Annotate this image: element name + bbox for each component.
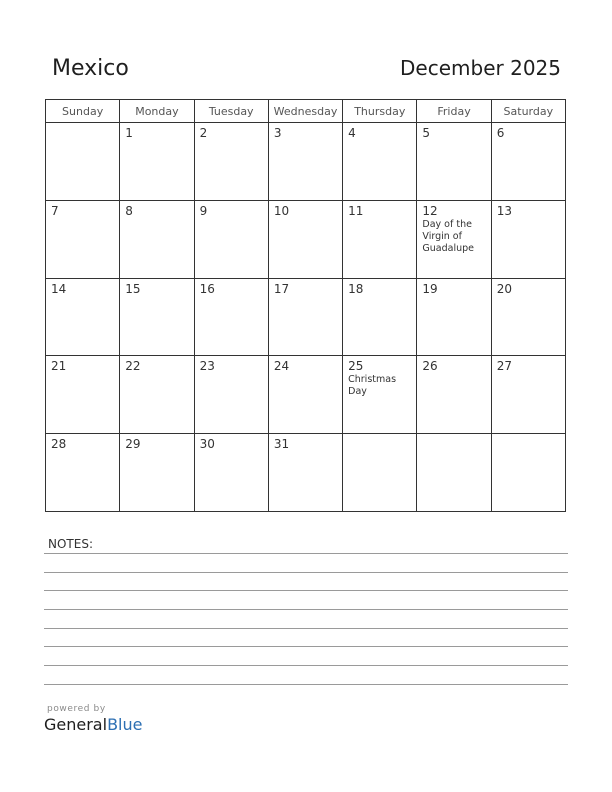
day-cell — [194, 123, 268, 201]
weekday-thursday: Thursday — [343, 100, 417, 123]
note-line — [44, 646, 568, 647]
day-cell — [46, 278, 120, 356]
note-line — [44, 590, 568, 591]
weekday-monday: Monday — [120, 100, 194, 123]
day-number: 31 — [273, 437, 290, 452]
month-year-title: December 2025 — [400, 56, 561, 80]
day-cell — [417, 200, 491, 278]
country-title: Mexico — [52, 56, 129, 81]
day-cell — [194, 278, 268, 356]
day-number: 21 — [51, 359, 67, 374]
brand-name — [44, 715, 142, 734]
day-number: 10 — [273, 203, 290, 218]
day-cell — [120, 200, 194, 278]
holiday-label: Day of the Virgin of Guadalupe — [422, 218, 474, 254]
weekday-header-row — [46, 100, 566, 123]
day-cell — [268, 356, 342, 434]
week-row — [46, 200, 566, 278]
day-number: 17 — [273, 281, 290, 296]
day-number: 8 — [125, 203, 133, 218]
note-line — [44, 684, 568, 685]
day-cell — [417, 356, 491, 434]
day-cell — [268, 123, 342, 201]
generalblue-logo — [44, 704, 142, 734]
note-line — [44, 628, 568, 629]
weekday-wednesday: Wednesday — [268, 100, 342, 123]
day-cell — [343, 356, 417, 434]
day-number: 18 — [348, 281, 364, 296]
day-number: 7 — [51, 203, 59, 218]
day-number: 5 — [422, 126, 431, 140]
day-number: 4 — [348, 126, 356, 140]
day-number: 9 — [199, 203, 208, 218]
day-number: 25 — [348, 359, 364, 374]
week-row — [46, 356, 566, 434]
day-number: 1 — [125, 126, 133, 140]
day-number: 2 — [199, 126, 208, 140]
day-cell — [343, 278, 417, 356]
day-cell — [46, 123, 120, 201]
day-number: 24 — [273, 359, 290, 374]
holiday-label: Christmas Day — [348, 374, 397, 398]
day-number: 28 — [51, 437, 67, 452]
day-cell — [491, 356, 565, 434]
day-number: 19 — [422, 281, 438, 296]
day-cell — [120, 278, 194, 356]
day-number: 15 — [125, 281, 141, 296]
weekday-tuesday: Tuesday — [194, 100, 268, 123]
note-line — [44, 609, 568, 610]
day-cell — [120, 123, 194, 201]
note-line — [44, 572, 568, 573]
weekday-sunday: Sunday — [46, 100, 120, 123]
week-row — [46, 434, 566, 512]
day-cell — [491, 278, 565, 356]
day-cell — [46, 434, 120, 512]
day-cell — [417, 123, 491, 201]
weekday-friday: Friday — [417, 100, 491, 123]
day-number: 12 — [422, 203, 438, 218]
day-cell — [194, 434, 268, 512]
calendar-grid — [45, 99, 566, 512]
calendar-header — [46, 52, 566, 86]
brand-general: General — [44, 715, 108, 734]
day-number: 16 — [199, 281, 215, 296]
powered-by-text: powered by — [47, 704, 106, 714]
day-cell — [46, 200, 120, 278]
day-number: 29 — [125, 437, 141, 452]
day-number: 11 — [348, 203, 364, 218]
day-number: 23 — [199, 359, 215, 374]
weekday-saturday: Saturday — [491, 100, 565, 123]
notes-label: NOTES: — [48, 537, 93, 551]
day-number: 3 — [273, 126, 282, 140]
day-cell — [491, 123, 565, 201]
day-number: 27 — [496, 359, 512, 374]
day-cell — [194, 200, 268, 278]
day-number: 13 — [496, 203, 512, 218]
day-number: 14 — [51, 281, 67, 296]
day-cell — [343, 434, 417, 512]
note-line — [44, 665, 568, 666]
day-cell — [417, 434, 491, 512]
week-row — [46, 123, 566, 201]
day-number: 30 — [199, 437, 215, 452]
day-number: 6 — [496, 126, 505, 140]
day-cell — [194, 356, 268, 434]
brand-blue: Blue — [107, 715, 143, 734]
day-cell — [120, 434, 194, 512]
day-cell — [268, 434, 342, 512]
day-number: 22 — [125, 359, 141, 374]
day-cell — [491, 434, 565, 512]
day-number: 20 — [496, 281, 512, 296]
day-cell — [343, 200, 417, 278]
day-number: 26 — [422, 359, 438, 374]
day-cell — [46, 356, 120, 434]
note-line — [44, 553, 568, 554]
week-row — [46, 278, 566, 356]
day-cell — [491, 200, 565, 278]
day-cell — [268, 278, 342, 356]
day-cell — [417, 278, 491, 356]
day-cell — [120, 356, 194, 434]
day-cell — [268, 200, 342, 278]
day-cell — [343, 123, 417, 201]
